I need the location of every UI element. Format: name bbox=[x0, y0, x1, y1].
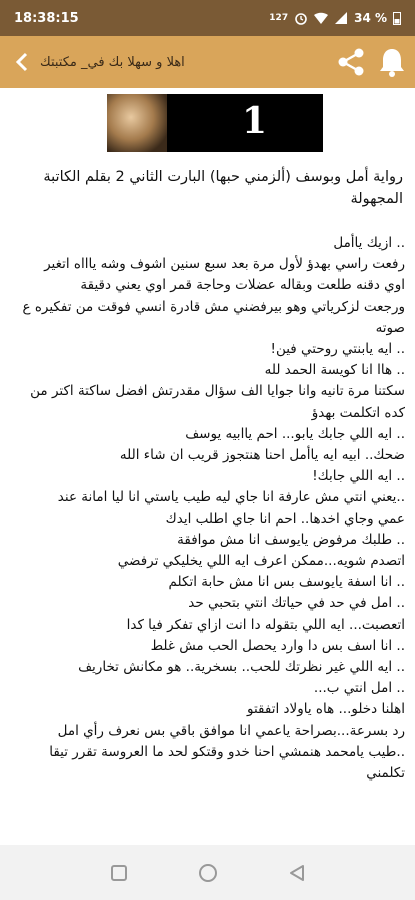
text-line: .. انا اسف بس دا وارد يحصل الحب مش غلط bbox=[150, 637, 405, 654]
text-line: .. ايه اللي جابك! bbox=[312, 468, 405, 485]
home-icon[interactable] bbox=[198, 863, 218, 883]
back-button[interactable] bbox=[8, 48, 36, 76]
share-icon[interactable] bbox=[335, 46, 367, 78]
banner-number: 1 bbox=[242, 100, 268, 142]
text-line: اوي دقنه طلعت وبقاله عضلات وحاجة قمر اوي يعني دقيقة bbox=[80, 277, 405, 294]
battery-icon bbox=[393, 11, 401, 25]
text-line: صوته bbox=[375, 319, 405, 336]
status-icons bbox=[269, 11, 401, 25]
battery-text: 34 % bbox=[354, 11, 387, 25]
recents-icon[interactable] bbox=[110, 864, 128, 882]
app-title: اهلا و سهلا بك في_ مكتبتك bbox=[40, 54, 185, 70]
alarm-icon bbox=[294, 11, 308, 25]
text-line: .. طلبك مرفوض يايوسف انا مش موافقة bbox=[177, 531, 405, 548]
text-line: ..طيب يامحمد هنمشي احنا خدو وقتكو لحد ما العروسة تقرر تيقا bbox=[49, 743, 405, 760]
status-bar bbox=[0, 0, 415, 36]
text-line: .. انا اسفة يايوسف بس انا مش حابة اتكلم bbox=[168, 574, 405, 591]
reader-content[interactable] bbox=[0, 88, 415, 845]
app-bar bbox=[0, 36, 415, 88]
text-line: .. ايه اللي جابك يابو... احم ياابيه يوسف bbox=[185, 425, 405, 442]
text-line: .. ازيك ياأمل bbox=[333, 235, 405, 251]
text-line: .. امل انتي ب... bbox=[313, 680, 405, 697]
banner-image bbox=[107, 94, 167, 152]
text-line: ورجعت لزكرياتي وهو بيرفضني مش قادرة انسي فوقت من تفكيره ع bbox=[22, 298, 405, 315]
text-line: .. ايه اللي غير نظرتك للحب.. بسخرية.. هو مكانش تخاريف bbox=[78, 659, 405, 676]
text-line: رد بسرعة...بصراحة ياعمي انا موافق باقي بس نعرف رأي امل bbox=[57, 722, 405, 739]
text-line: عمي وجاي اخدها.. احم انا جاي اطلب ايدك bbox=[165, 510, 405, 527]
text-line: تكلمني bbox=[366, 765, 405, 782]
back-nav-icon[interactable] bbox=[288, 864, 306, 882]
text-line: .. هاا انا كويسة الحمد لله bbox=[264, 362, 405, 379]
text-line: اهلنا دخلو... هاه ياولاد اتفقتو bbox=[247, 701, 405, 718]
text-line: ..يعني انتي مش عارفة انا جاي ليه طيب ياستي انا ليا امانة عند bbox=[57, 489, 405, 506]
net-speed: 127 bbox=[269, 13, 289, 23]
system-nav-bar bbox=[0, 845, 415, 900]
text-line: رفعت راسي بهدؤ لأول مرة بعد سبع سنين اشوف وشه ياااه اتغير bbox=[44, 256, 405, 273]
chapter-banner bbox=[107, 94, 323, 152]
text-line: سكتنا مرة تانيه وانا جوايا الف سؤال مقدرتش افضل ساكتة اكتر من bbox=[30, 383, 405, 400]
bell-icon[interactable] bbox=[377, 46, 407, 78]
text-line: اتعصبت... ايه اللي بتقوله دا انت ازاي تفكر فيا كدا bbox=[126, 616, 405, 633]
text-line: كده اتكلمت بهدؤ bbox=[311, 404, 405, 421]
text-line: .. ايه يابنتي روحتي فين! bbox=[270, 341, 405, 358]
signal-icon bbox=[334, 11, 348, 25]
novel-title: رواية أمل وبوسف (ألزمني حبها) البارت الثاني 2 بقلم الكاتبة المجهولة bbox=[43, 169, 403, 207]
novel-body bbox=[4, 233, 405, 784]
text-line: .. امل في حد في حياتك انتي بتحبي حد bbox=[188, 595, 405, 612]
status-time: 18:38:15 bbox=[14, 10, 79, 26]
chevron-left-icon bbox=[15, 52, 29, 72]
text-line: ضحك.. ابيه ايه ياأمل احنا هنتجوز قريب ان شاء الله bbox=[119, 447, 405, 464]
wifi-icon bbox=[314, 11, 328, 25]
text-line: اتصدم شويه...ممكن اعرف ايه اللي يخليكي ترفضي bbox=[117, 553, 405, 570]
